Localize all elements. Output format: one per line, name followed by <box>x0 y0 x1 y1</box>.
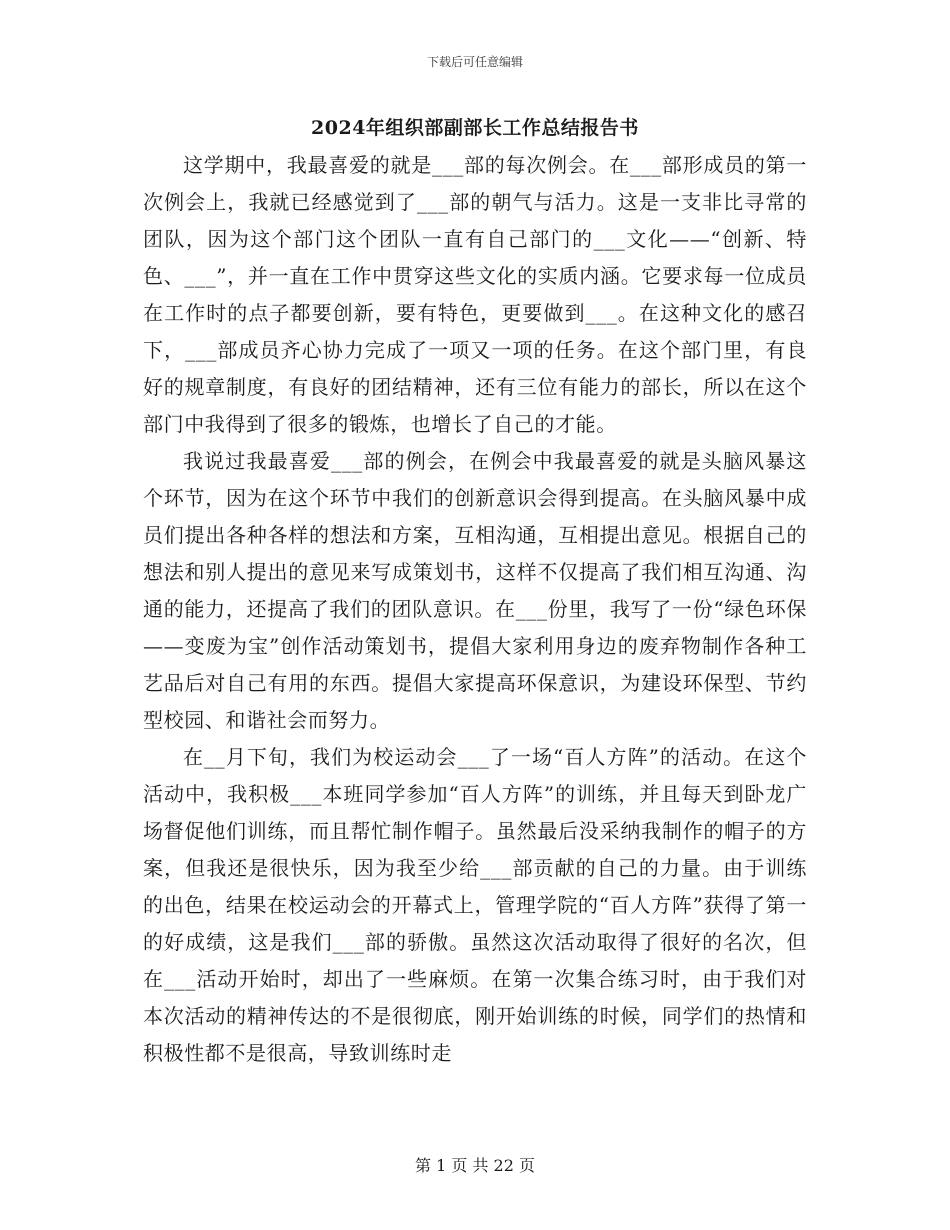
paragraph: 我说过我最喜爱___部的例会，在例会中我最喜爱的就是头脑风暴这个环节，因为在这个环节中我们的创新意识会得到提高。在头脑风暴中成员们提出各种各样的想法和方案，互相沟通，互相提出意见。根据自己的想法和别人提出的意见来写成策划书，这样不仅提高了我们相互沟通、沟通的能力，还提高了我们的团队意识。在___份里，我写了一份“绿色环保——变废为宝”创作活动策划书，提倡大家利用身边的废弃物制作各种工艺品后对自己有用的东西。提倡大家提高环保意识，为建设环保型、节约型校园、和谐社会而努力。 <box>143 449 807 732</box>
paragraph: 在__月下旬，我们为校运动会___了一场“百人方阵”的活动。在这个活动中，我积极___本班同学参加“百人方阵”的训练，并且每天到卧龙广场督促他们训练，而且帮忙制作帽子。虽然最后没采纳我制作的帽子的方案，但我还是很快乐，因为我至少给___部贡献的自己的力量。由于训练的出色，结果在校运动会的开幕式上，管理学院的“百人方阵”获得了第一的好成绩，这是我们___部的骄傲。虽然这次活动取得了很好的名次，但在___活动开始时，却出了一些麻烦。在第一次集合练习时，由于我们对本次活动的精神传达的不是很彻底，刚开始训练的时候，同学们的热情和积极性都不是很高，导致训练时走 <box>143 745 807 1065</box>
page-number: 第 1 页 共 22 页 <box>415 1156 535 1175</box>
paragraph: 这学期中，我最喜爱的就是___部的每次例会。在___部形成员的第一次例会上，我就已经感觉到了___部的朝气与活力。这是一支非比寻常的团队，因为这个部门这个团队一直有自己部门的___文化——“创新、特色、___”，并一直在工作中贯穿这些文化的实质内涵。它要求每一位成员在工作时的点子都要创新，要有特色，更要做到___。在这种文化的感召下，___部成员齐心协力完成了一项又一项的任务。在这个部门里，有良好的规章制度，有良好的团结精神，还有三位有能力的部长，所以在这个部门中我得到了很多的锻炼，也增长了自己的才能。 <box>143 153 807 436</box>
document-title: 2024年组织部副部长工作总结报告书 <box>311 117 639 139</box>
header-note: 下载后可任意编辑 <box>426 55 523 69</box>
document-body <box>143 147 807 1072</box>
